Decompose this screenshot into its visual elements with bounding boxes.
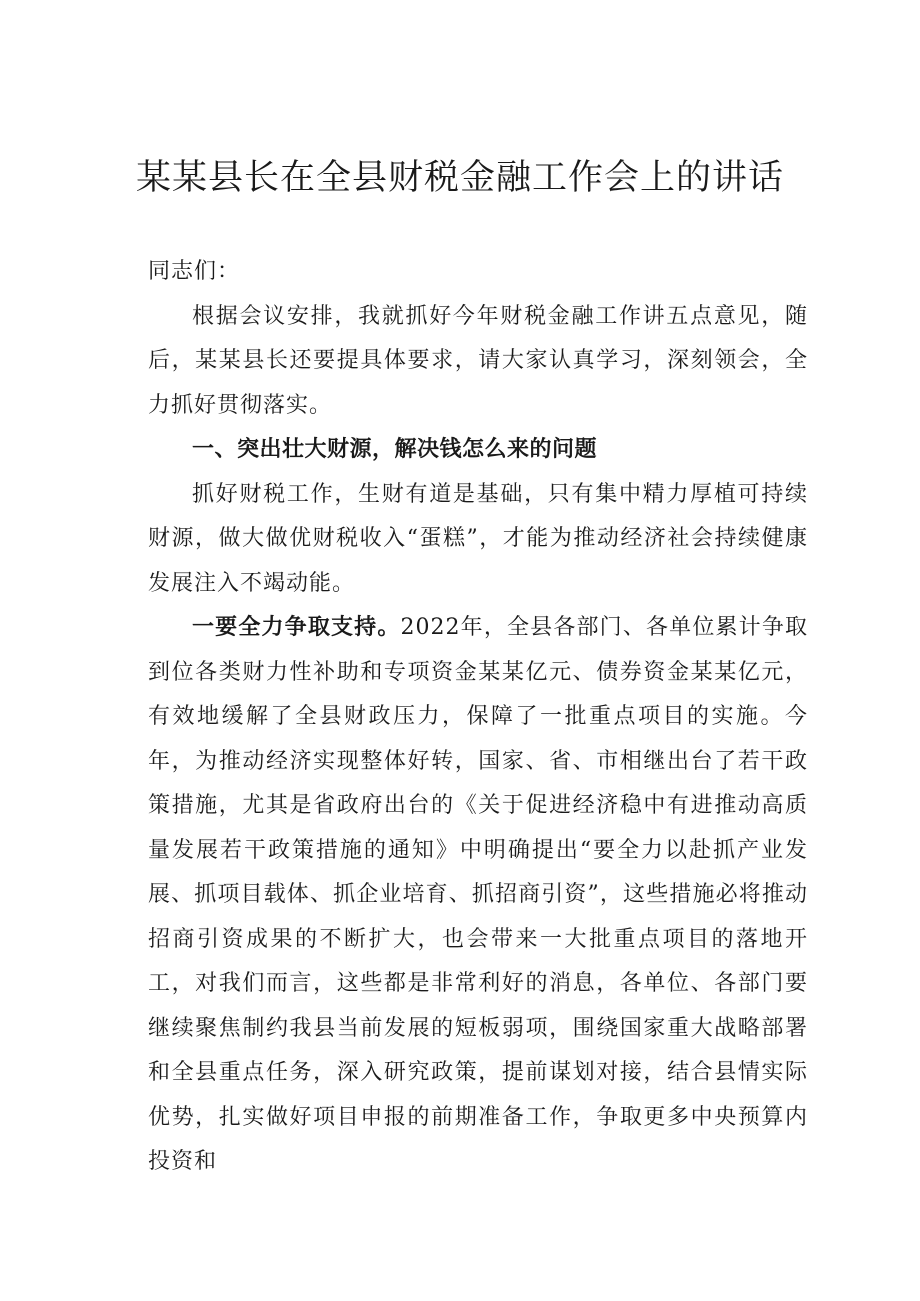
section-heading: 一、突出壮大财源，解决钱怎么来的问题 [192, 437, 598, 462]
document-body [148, 250, 808, 1185]
item-paragraph [148, 606, 808, 1185]
salutation: 同志们： [148, 259, 241, 284]
item-lead: 一要全力争取支持。 [192, 615, 401, 640]
item-body: 2022年，全县各部门、各单位累计争取到位各类财力性补助和专项资金某某亿元、债券资金某某亿元，有效地缓解了全县财政压力，保障了一批重点项目的实施。今年，为推动经济实现整体好转，国家、省、市相继出台了若干政策措施，尤其是省政府出台的《关于促进经济稳中有进推动高质量发展若干政策措施的通知》中明确提出“要全力以赴抓产业发展、抓项目载体、抓企业培育、抓招商引资”，这些措施必将推动招商引资成果的不断扩大，也会带来一大批重点项目的落地开工，对我们而言，这些都是非常利好的消息，各单位、各部门要继续聚焦制约我县当前发展的短板弱项，围绕国家重大战略部署和全县重点任务，深入研究政策，提前谋划对接，结合县情实际优势，扎实做好项目申报的前期准备工作，争取更多中央预算内投资和 [148, 615, 808, 1174]
section-paragraph: 抓好财税工作，生财有道是基础，只有集中精力厚植可持续财源，做大做优财税收入“蛋糕”，才能为推动经济社会持续健康发展注入不竭动能。 [148, 481, 808, 596]
intro-paragraph: 根据会议安排，我就抓好今年财税金融工作讲五点意见，随后，某某县长还要提具体要求，请大家认真学习，深刻领会，全力抓好贯彻落实。 [148, 303, 808, 418]
document-title: 某某县长在全县财税金融工作会上的讲话 [135, 158, 784, 198]
